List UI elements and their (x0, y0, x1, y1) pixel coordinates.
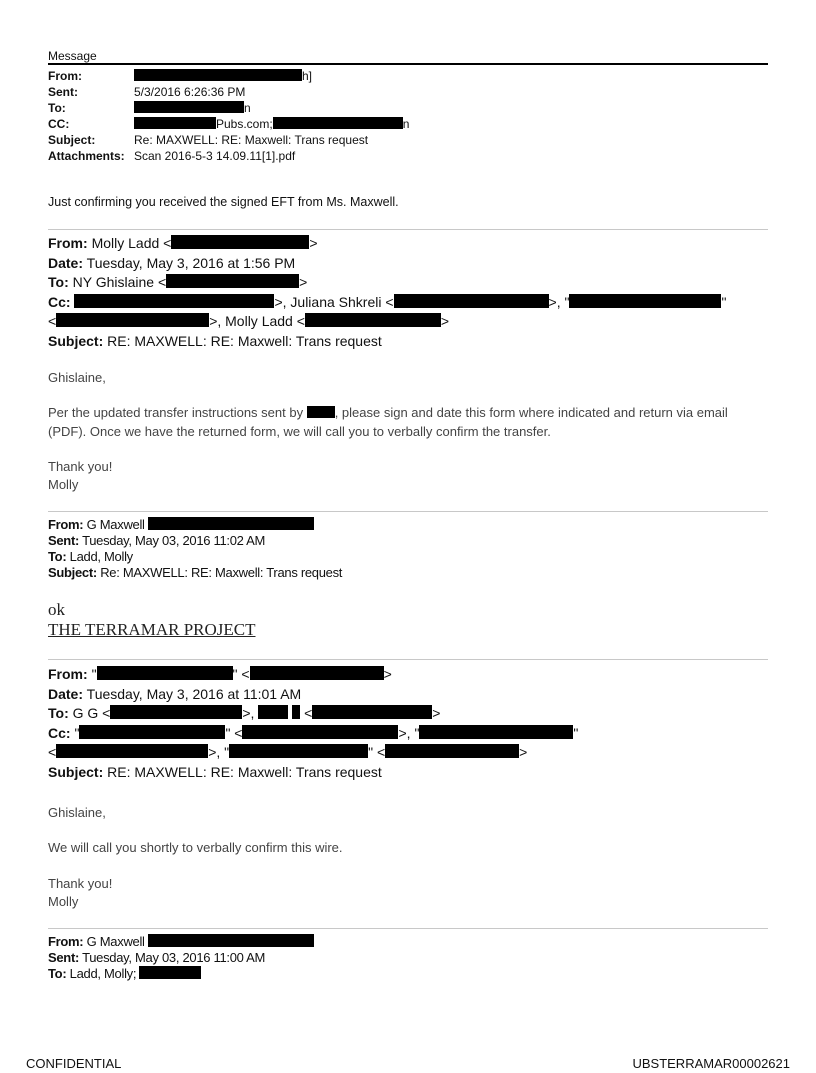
to-label: To: (48, 966, 67, 981)
from-label: From: (48, 666, 88, 682)
redaction (242, 725, 398, 739)
email3-from-line (48, 665, 768, 685)
to-label: To: (48, 274, 69, 290)
email1-to-close: > (299, 274, 308, 290)
subject-label: Subject: (48, 332, 104, 349)
email3-subject-line (48, 763, 768, 783)
redaction (307, 406, 335, 418)
email4-from-text: G Maxwell (86, 934, 145, 949)
email3-header (48, 665, 768, 782)
email1-from-line (48, 234, 768, 254)
redaction (110, 705, 242, 719)
email1-cc-t3: " (721, 293, 727, 310)
email1-cc-t2: >, " (548, 293, 570, 310)
email3-cc2-open: < (48, 744, 57, 760)
subject-label: Subject: (48, 565, 97, 580)
email1-to-text: NY Ghislaine < (72, 274, 167, 290)
email3-cc-t1: " < (225, 724, 243, 741)
email4-to-line (48, 966, 768, 982)
email3-cc-t2: >, " (398, 724, 420, 741)
email1-thanks: Thank you! (48, 459, 113, 474)
header-to-value (134, 100, 251, 116)
email3-to-t1: >, (242, 705, 255, 721)
redaction (171, 235, 309, 249)
header-cc-row (48, 116, 768, 132)
attachment-link[interactable]: Scan 2016-5-3 14.09.11[1].pdf (134, 149, 296, 163)
header-to-label: To: (48, 101, 66, 115)
date-label: Date: (48, 254, 84, 271)
email3-body: We will call you shortly to verbally confirm this wire. (48, 840, 343, 855)
email2-from-line (48, 517, 768, 533)
redaction (79, 725, 225, 739)
email1-from-text: Molly Ladd < (91, 235, 172, 251)
header-to-tail: n (244, 101, 251, 115)
redaction (258, 705, 288, 719)
sent-label: Sent: (48, 533, 80, 548)
email3-cc2-t1: >, " (208, 744, 230, 760)
email1-paragraph (48, 403, 768, 441)
from-label: From: (48, 934, 84, 949)
header-cc-value (134, 116, 409, 132)
redaction (134, 69, 302, 81)
redaction (97, 666, 233, 680)
email1-cc2-close: > (440, 313, 450, 329)
email1-greeting: Ghislaine, (48, 370, 106, 385)
header-to-row (48, 100, 768, 116)
redaction (569, 294, 721, 308)
email1-subject-line (48, 332, 768, 352)
email3-subject-text: RE: MAXWELL: RE: Maxwell: Trans request (107, 763, 382, 780)
email3-name: Molly (48, 894, 79, 909)
divider (48, 229, 768, 230)
header-subject-row (48, 132, 768, 148)
email3-from-open: " (91, 666, 97, 682)
header-from-tail: h] (302, 69, 313, 83)
redaction (273, 117, 403, 129)
email2-subject-line (48, 565, 768, 581)
email3-to-t2: < (304, 705, 313, 721)
redaction (148, 934, 314, 947)
email4-from-line (48, 934, 768, 950)
email1-cc2-t1: >, Molly Ladd < (209, 313, 305, 329)
email1-para-line1 (48, 403, 768, 422)
redaction (56, 744, 208, 758)
header-attachments-label: Attachments: (48, 149, 125, 163)
divider (48, 928, 768, 929)
email3-from-mid: " < (232, 666, 250, 682)
email1-para-a: Per the updated transfer instructions sent by (48, 405, 307, 420)
email3-cc2-t2: " < (368, 744, 386, 760)
header-fields (48, 68, 768, 168)
email1-to-line (48, 273, 768, 293)
email2-header (48, 517, 768, 581)
email3-thanks: Thank you! (48, 876, 113, 891)
message-title: Message (48, 49, 97, 63)
header-subject-label: Subject: (48, 133, 96, 147)
email1-para-b: , please sign and date this form where indicated and return via email (334, 405, 728, 420)
redaction (134, 117, 216, 129)
email3-to-line (48, 704, 768, 724)
email4-sent-text: Tuesday, May 03, 2016 11:00 AM (82, 950, 266, 965)
email3-greeting: Ghislaine, (48, 805, 106, 820)
email4-sent-line (48, 950, 768, 966)
header-from-value (134, 68, 312, 84)
email1-cc-line2 (48, 312, 768, 332)
email3-date-line (48, 685, 768, 705)
redaction (139, 966, 201, 979)
email1-header (48, 234, 768, 351)
redaction (419, 725, 573, 739)
to-label: To: (48, 705, 69, 721)
email2-from-text: G Maxwell (86, 517, 145, 532)
footer-confidential: CONFIDENTIAL (26, 1056, 122, 1071)
header-rule (48, 63, 768, 65)
email1-date-line (48, 254, 768, 274)
email2-subject-text: Re: MAXWELL: RE: Maxwell: Trans request (100, 565, 343, 580)
to-label: To: (48, 549, 67, 564)
email3-from-close: > (383, 666, 392, 682)
cc-label: Cc: (48, 293, 71, 310)
email3-cc-line2 (48, 743, 768, 763)
email4-header (48, 934, 768, 982)
redaction (385, 744, 519, 758)
cc-label: Cc: (48, 724, 71, 741)
date-label: Date: (48, 685, 84, 702)
redaction (394, 294, 549, 308)
email2-sent-text: Tuesday, May 03, 2016 11:02 AM (82, 533, 266, 548)
redaction (56, 313, 209, 327)
email1-from-close: > (309, 235, 318, 251)
divider (48, 511, 768, 512)
email3-cc-t3: " (573, 724, 579, 741)
email1-subject-text: RE: MAXWELL: RE: Maxwell: Trans request (107, 332, 382, 349)
header-sent-row (48, 84, 768, 100)
email2-to-text: Ladd, Molly (69, 549, 133, 564)
subject-label: Subject: (48, 763, 104, 780)
header-sent-value: 5/3/2016 6:26:36 PM (134, 85, 246, 99)
redaction (305, 313, 441, 327)
email2-body: ok (48, 600, 65, 619)
email2-to-line (48, 549, 768, 565)
redaction (134, 101, 244, 113)
email1-name: Molly (48, 477, 79, 492)
header-cc-label: CC: (48, 117, 70, 131)
from-label: From: (48, 517, 84, 532)
email1-cc-t1: >, Juliana Shkreli < (274, 293, 394, 310)
email3-cc2-close: > (519, 744, 528, 760)
redaction (229, 744, 368, 758)
footer-bates-number: UBSTERRAMAR00002621 (632, 1056, 790, 1071)
redaction (312, 705, 432, 719)
email3-to-text: G G < (72, 705, 111, 721)
email2-sent-line (48, 533, 768, 549)
header-attachments-row (48, 148, 768, 164)
email2-signature: THE TERRAMAR PROJECT (48, 620, 256, 639)
header-sent-label: Sent: (48, 85, 78, 99)
email1-date-text: Tuesday, May 3, 2016 at 1:56 PM (86, 254, 296, 271)
header-cc-tail: n (402, 117, 410, 131)
email3-cc-line (48, 724, 768, 744)
sent-label: Sent: (48, 950, 80, 965)
redaction (148, 517, 314, 530)
email1-para-line2: (PDF). Once we have the returned form, we will call you to verbally confirm the transfer. (48, 424, 551, 439)
from-label: From: (48, 235, 88, 251)
redaction (74, 294, 274, 308)
header-from-row (48, 68, 768, 84)
header-from-label: From: (48, 69, 82, 83)
email4-to-text: Ladd, Molly; (69, 966, 137, 981)
email3-cc-open: " (74, 724, 80, 741)
redaction (250, 666, 384, 680)
intro-text: Just confirming you received the signed EFT from Ms. Maxwell. (48, 195, 399, 209)
email1-cc2-open: < (48, 313, 57, 329)
email3-to-close: > (432, 705, 441, 721)
header-cc-mid: Pubs.com; (216, 117, 273, 131)
redaction (292, 705, 300, 719)
redaction (166, 274, 299, 288)
header-subject-value: Re: MAXWELL: RE: Maxwell: Trans request (134, 133, 369, 147)
email3-date-text: Tuesday, May 3, 2016 at 11:01 AM (86, 685, 302, 702)
email1-cc-line (48, 293, 768, 313)
divider (48, 659, 768, 660)
